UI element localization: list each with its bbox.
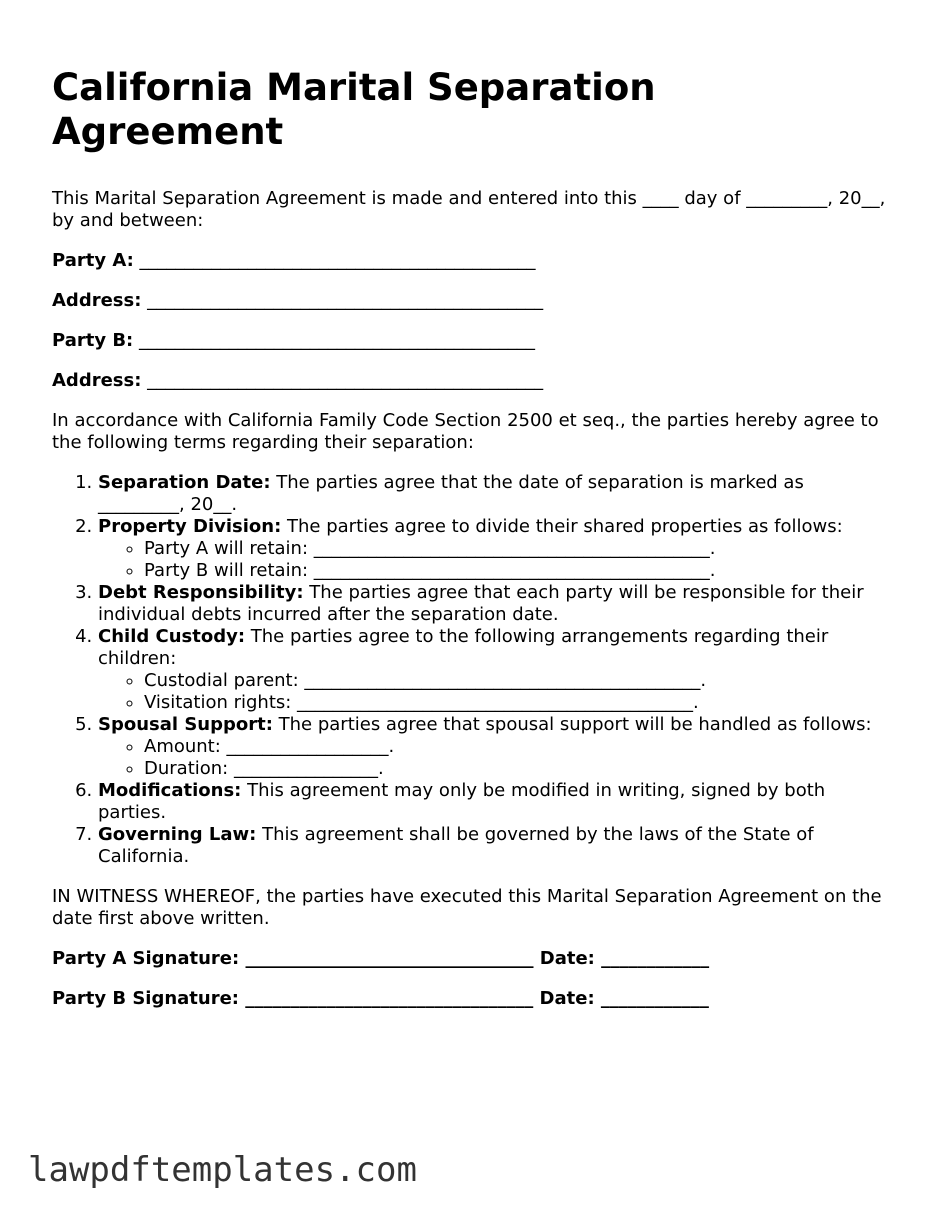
party-a-field <box>52 250 892 272</box>
term-text: The parties agree that the date of separation is marked as _________, 20__. <box>98 472 804 515</box>
party-b-label: Party B: <box>52 330 134 351</box>
watermark-text: lawpdftemplates.com <box>28 1150 417 1190</box>
sub-item: ◦ Custodial parent: ____________________________________________. <box>144 670 892 692</box>
sub-item: ◦ Party B will retain: ____________________________________________. <box>144 560 892 582</box>
support-sublist <box>98 736 892 780</box>
document-page <box>52 66 892 1028</box>
property-sublist <box>98 538 892 582</box>
sub-item: ◦ Duration: ________________. <box>144 758 892 780</box>
term-heading: Spousal Support: <box>98 714 273 735</box>
intro-paragraph: This Marital Separation Agreement is made and entered into this ____ day of _________, 20__, by and between: <box>52 188 886 231</box>
term-modifications <box>98 780 892 824</box>
accordance-paragraph: In accordance with California Family Code Section 2500 et seq., the parties hereby agree to the following terms regarding their separation: <box>52 410 879 453</box>
sub-item: ◦ Amount: __________________. <box>144 736 892 758</box>
term-text: The parties agree to divide their shared properties as follows: <box>281 516 843 537</box>
term-heading: Governing Law: <box>98 824 257 845</box>
term-text: This agreement shall be governed by the laws of the State of California. <box>98 824 814 867</box>
term-text: The parties agree to the following arrangements regarding their children: <box>98 626 829 669</box>
term-heading: Property Division: <box>98 516 282 537</box>
party-a-label: Party A: <box>52 250 134 271</box>
term-text: This agreement may only be modified in writing, signed by both parties. <box>98 780 826 823</box>
terms-list <box>52 472 892 868</box>
witness-paragraph: IN WITNESS WHEREOF, the parties have executed this Marital Separation Agreement on the date first above written. <box>52 886 882 929</box>
party-b-address-field <box>52 370 892 392</box>
term-child-custody <box>98 626 892 714</box>
party-a-blank: ____________________________________________ <box>139 250 536 271</box>
term-governing-law <box>98 824 892 868</box>
party-b-blank: ____________________________________________ <box>139 330 535 351</box>
party-a-address-field <box>52 290 892 312</box>
sub-item: ◦ Party A will retain: ____________________________________________. <box>144 538 892 560</box>
party-a-address-blank: ____________________________________________ <box>147 290 544 311</box>
term-heading: Modifications: <box>98 780 242 801</box>
party-a-signature-line: Party A Signature: ________________________________ Date: ____________ <box>52 948 710 969</box>
term-text: The parties agree that each party will be responsible for their individual debts incurred after the separation date. <box>98 582 864 625</box>
custody-sublist <box>98 670 892 714</box>
sub-item: ◦ Visitation rights: ____________________________________________. <box>144 692 892 714</box>
term-debt-responsibility <box>98 582 892 626</box>
term-separation-date <box>98 472 892 516</box>
term-heading: Child Custody: <box>98 626 246 647</box>
term-heading: Debt Responsibility: <box>98 582 304 603</box>
party-b-signature-line: Party B Signature: ________________________________ Date: ____________ <box>52 988 709 1009</box>
term-spousal-support <box>98 714 892 780</box>
document-title: California Marital Separation Agreement <box>52 66 656 153</box>
term-heading: Separation Date: <box>98 472 271 493</box>
term-property-division <box>98 516 892 582</box>
party-b-address-blank: ____________________________________________ <box>147 370 544 391</box>
party-b-field <box>52 330 892 352</box>
term-text: The parties agree that spousal support will be handled as follows: <box>272 714 872 735</box>
party-a-address-label: Address: <box>52 290 142 311</box>
party-b-address-label: Address: <box>52 370 142 391</box>
